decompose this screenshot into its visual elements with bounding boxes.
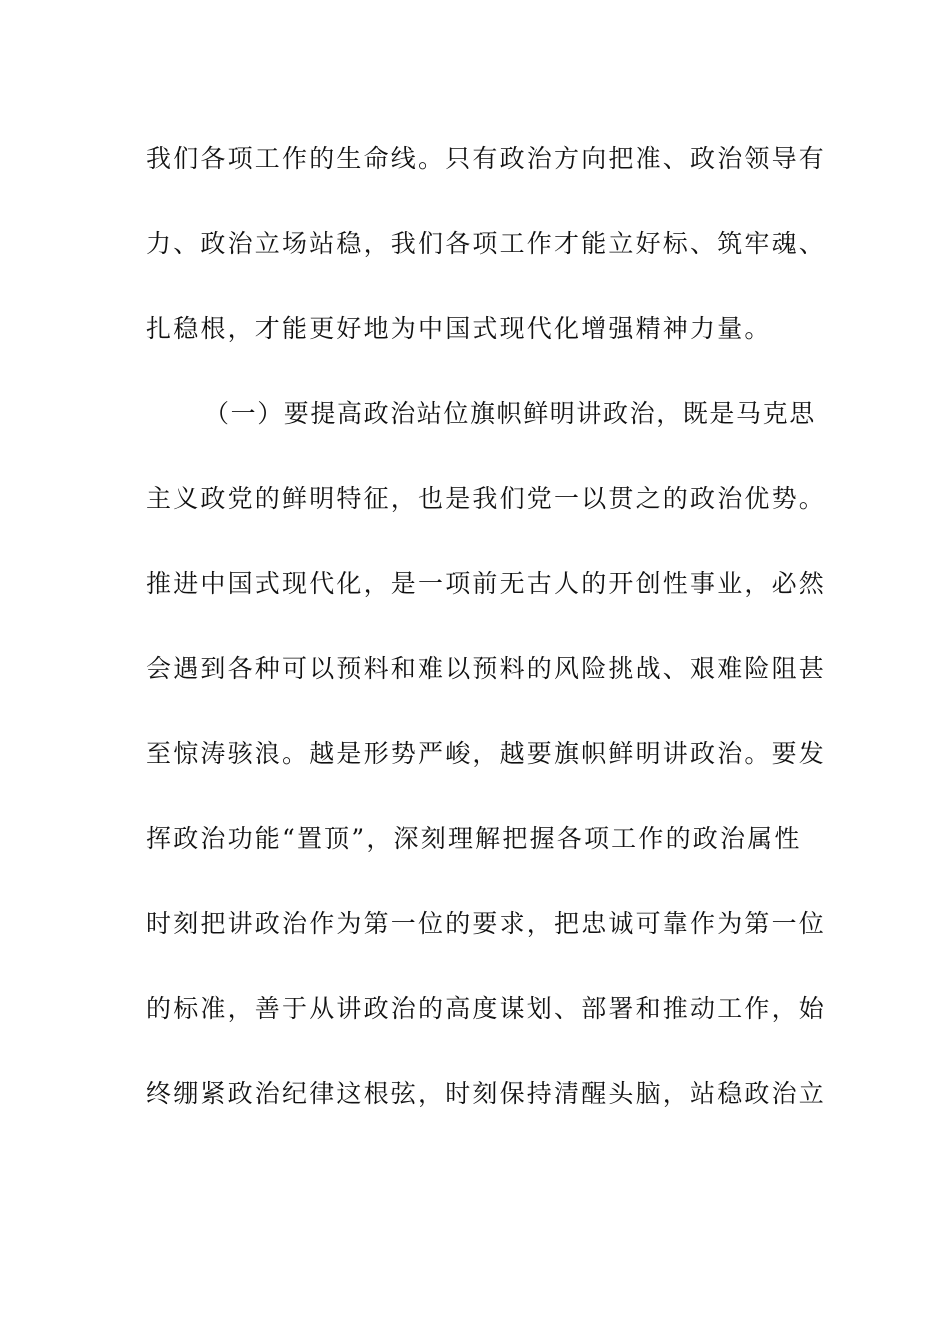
- text-line: 至惊涛骇浪。越是形势严峻，越要旗帜鲜明讲政治。要发: [146, 739, 827, 768]
- text-line: 时刻把讲政治作为第一位的要求，把忠诚可靠作为第一位: [146, 909, 827, 938]
- text-line: 挥政治功能“置顶”，深刻理解把握各项工作的政治属性: [146, 824, 802, 853]
- text-line: 推进中国式现代化，是一项前无古人的开创性事业，必然: [146, 569, 827, 598]
- document-body: [146, 133, 827, 1153]
- text-line: 扎稳根，才能更好地为中国式现代化增强精神力量。: [146, 314, 772, 343]
- text-line: 主义政党的鲜明特征，也是我们党一以贯之的政治优势。: [146, 484, 827, 513]
- text-line: 会遇到各种可以预料和难以预料的风险挑战、艰难险阻甚: [146, 654, 827, 683]
- text-line: 的标准，善于从讲政治的高度谋划、部署和推动工作，始: [146, 994, 827, 1023]
- text-line: 我们各项工作的生命线。只有政治方向把准、政治领导有: [146, 144, 827, 173]
- text-line: 终绷紧政治纪律这根弦，时刻保持清醒头脑，站稳政治立: [146, 1079, 827, 1108]
- section-heading-line: （一）要提高政治站位旗帜鲜明讲政治，既是马克思: [204, 399, 816, 428]
- text-line: 力、政治立场站稳，我们各项工作才能立好标、筑牢魂、: [146, 229, 827, 258]
